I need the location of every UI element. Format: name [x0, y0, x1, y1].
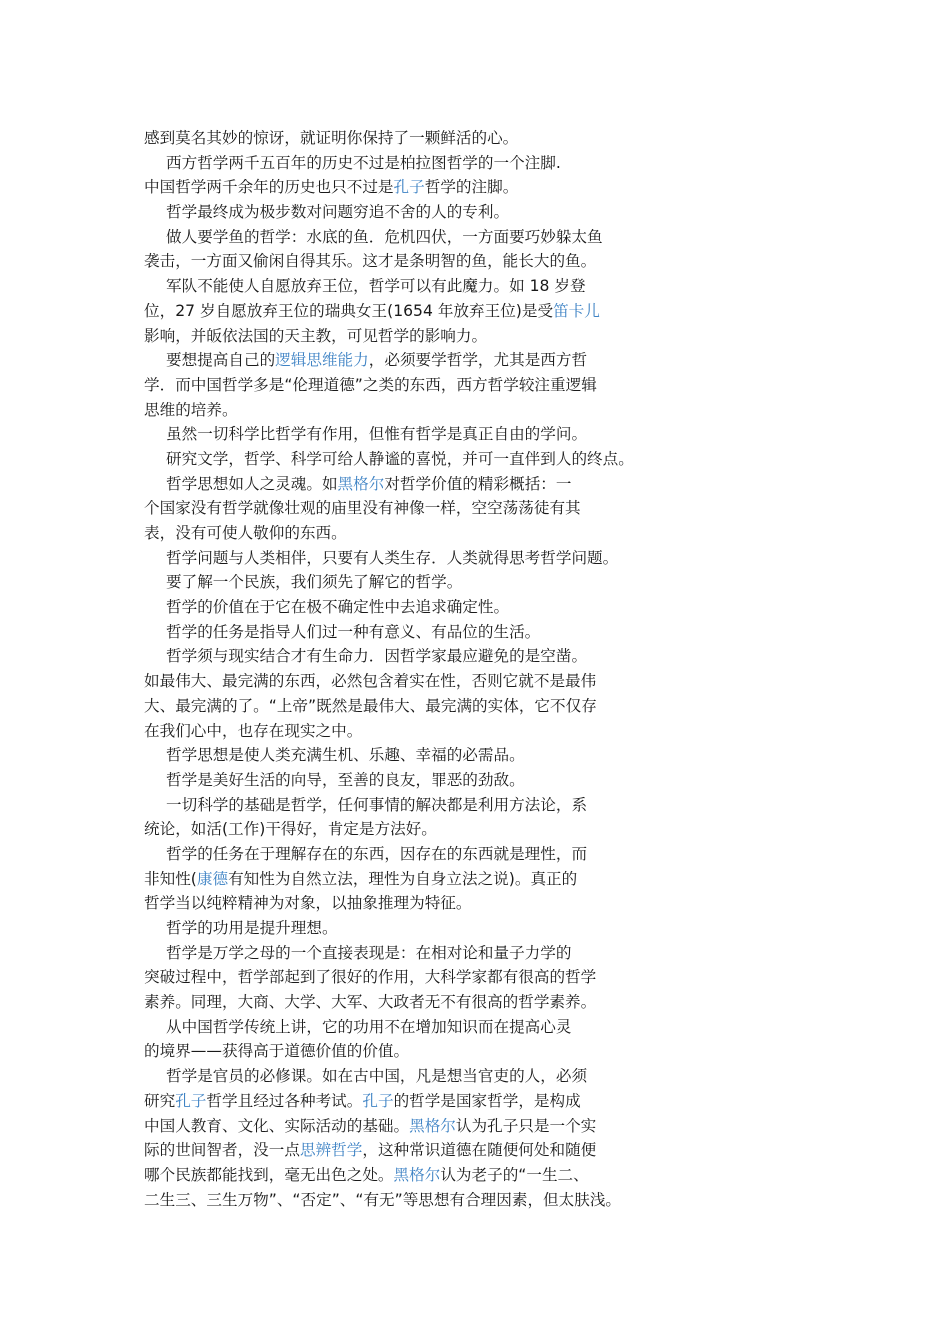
text-segment: 哲学最终成为极步数对问题穷追不舍的人的专利。 — [166, 203, 510, 222]
text-segment: ，这种常识道德在随便何处和随便 — [362, 1141, 597, 1160]
text-line — [144, 373, 744, 398]
text-line — [144, 324, 744, 349]
text-segment: 研究 — [144, 1091, 176, 1110]
text-segment: 二生三、三生万物”、“否定”、“有无”等思想有合理因素，但太肤浅。 — [144, 1190, 622, 1209]
text-segment: 哲学思想是使人类充满生机、乐趣、幸福的必需品。 — [166, 746, 525, 765]
text-segment: 哲学的功用是提升理想。 — [166, 919, 338, 937]
article-body — [144, 126, 744, 1212]
text-line — [144, 941, 744, 966]
text-line — [144, 1138, 744, 1163]
hyperlink[interactable]: 思辨哲学 — [299, 1141, 363, 1160]
text-line — [144, 1188, 744, 1213]
text-segment: 统论，如活(工作)干得好，肯定是方法好。 — [144, 820, 437, 839]
text-segment: 哲学是万学之母的一个直接表现是：在相对论和量子力学的 — [166, 943, 572, 962]
text-segment: 要想提高自己的 — [166, 351, 276, 370]
text-segment: 哲学问题与人类相伴，只要有人类生存．人类就得思考哲学问题。 — [166, 548, 619, 567]
text-segment: 哲学当以纯粹精神为对象，以抽象推理为特征。 — [144, 894, 472, 913]
text-segment: 位，27 岁自愿放弃王位的瑞典女王(1654 年放弃王位)是受 — [144, 301, 554, 320]
hyperlink[interactable]: 逻辑思维能力 — [275, 351, 369, 370]
text-line — [144, 496, 744, 521]
text-segment: 要了解一个民族，我们须先了解它的哲学。 — [166, 573, 463, 592]
text-line — [144, 1114, 744, 1139]
text-segment: 哲学是官员的必修课。如在古中国，凡是想当官吏的人，必须 — [166, 1067, 588, 1086]
text-segment: 在我们心中，也存在现实之中。 — [144, 721, 363, 740]
hyperlink[interactable]: 黑格尔 — [409, 1116, 456, 1135]
text-segment: 对哲学价值的精彩概括：一 — [384, 474, 572, 493]
text-line — [144, 126, 744, 151]
text-segment: 哲学的注脚。 — [424, 178, 519, 197]
text-segment: 素养。同理，大商、大学、大军、大政者无不有很高的哲学素养。 — [144, 993, 597, 1012]
text-segment: 有知性为自然立法，理性为自身立法之说)。真正的 — [228, 869, 578, 888]
text-segment: 影响，并皈依法国的天主教，可见哲学的影响力。 — [144, 326, 488, 345]
hyperlink[interactable]: 孔子 — [362, 1091, 394, 1110]
text-line — [144, 768, 744, 793]
text-line — [144, 965, 744, 990]
text-segment: 哪个民族都能找到，毫无出色之处。 — [144, 1165, 394, 1184]
text-segment: 非知性( — [144, 869, 197, 888]
text-line — [144, 1064, 744, 1089]
hyperlink[interactable]: 孔子 — [393, 178, 425, 197]
text-line — [144, 1089, 744, 1114]
text-segment: 表，没有可使人敬仰的东西。 — [144, 524, 347, 542]
text-segment: ，必须要学哲学，尤其是西方哲 — [368, 351, 588, 370]
text-line — [144, 620, 744, 645]
text-line — [144, 793, 744, 818]
text-line — [144, 990, 744, 1015]
text-line — [144, 743, 744, 768]
text-line — [144, 1039, 744, 1064]
text-segment: 思维的培养。 — [144, 400, 238, 419]
text-line — [144, 175, 744, 200]
text-line — [144, 694, 744, 719]
text-segment: 感到莫名其妙的惊讶，就证明你保持了一颗鲜活的心。 — [144, 129, 519, 147]
text-line — [144, 447, 744, 472]
text-segment: 哲学的任务在于理解存在的东西，因存在的东西就是理性，而 — [166, 844, 588, 863]
text-segment: 学．而中国哲学多是“伦理道德”之类的东西，西方哲学较注重逻辑 — [144, 375, 597, 394]
text-segment: 的境界——获得高于道德价值的价值。 — [144, 1042, 410, 1061]
text-segment: 研究文学，哲学、科学可给人静谧的喜悦，并可一直伴到人的终点。 — [166, 449, 634, 468]
text-segment: 个国家没有哲学就像壮观的庙里没有神像一样，空空荡荡徒有其 — [144, 499, 581, 518]
text-line — [144, 891, 744, 916]
hyperlink[interactable]: 黑格尔 — [393, 1165, 441, 1184]
hyperlink[interactable]: 黑格尔 — [337, 474, 385, 493]
text-line — [144, 225, 744, 250]
text-line — [144, 422, 744, 447]
text-segment: 哲学须与现实结合才有生命力．因哲学家最应避免的是空凿。 — [166, 647, 588, 666]
text-segment: 西方哲学两千五百年的历史不过是柏拉图哲学的一个注脚. — [166, 153, 561, 172]
hyperlink[interactable]: 康德 — [196, 869, 229, 888]
text-line — [144, 867, 744, 892]
text-segment: 哲学且经过各种考试。 — [206, 1091, 363, 1110]
text-segment: 从中国哲学传统上讲，它的功用不在增加知识而在提高心灵 — [166, 1017, 572, 1036]
text-line — [144, 274, 744, 299]
text-segment: 袭击，一方面又偷闲自得其乐。这才是条明智的鱼，能长大的鱼。 — [144, 252, 597, 271]
text-line — [144, 472, 744, 497]
text-line — [144, 1015, 744, 1040]
text-line — [144, 1163, 744, 1188]
text-segment: 哲学是美好生活的向导，至善的良友，罪恶的劲敌。 — [166, 770, 525, 789]
text-line — [144, 669, 744, 694]
text-line — [144, 200, 744, 225]
text-segment: 军队不能使人自愿放弃王位，哲学可以有此魔力。如 18 岁登 — [166, 277, 586, 296]
text-line — [144, 817, 744, 842]
text-segment: 如最伟大、最完满的东西，必然包含着实在性，否则它就不是最伟 — [144, 672, 597, 691]
text-segment: 突破过程中，哲学部起到了很好的作用，大科学家都有很高的哲学 — [144, 968, 597, 987]
text-segment: 大、最完满的了。“上帝”既然是最伟大、最完满的实体，它不仅存 — [144, 696, 597, 715]
text-line — [144, 398, 744, 423]
hyperlink[interactable]: 孔子 — [175, 1091, 207, 1110]
text-line — [144, 842, 744, 867]
text-line — [144, 570, 744, 595]
text-segment: 认为老子的“一生二、 — [440, 1165, 589, 1184]
text-line — [144, 151, 744, 176]
text-segment: 虽然一切科学比哲学有作用，但惟有哲学是真正自由的学问。 — [166, 425, 588, 444]
text-line — [144, 348, 744, 373]
text-segment: 一切科学的基础是哲学，任何事情的解决都是利用方法论，系 — [166, 795, 588, 814]
hyperlink[interactable]: 笛卡儿 — [553, 301, 600, 320]
text-segment: 际的世间智者，没一点 — [144, 1141, 300, 1160]
text-segment: 中国人教育、文化、实际活动的基础。 — [144, 1116, 410, 1135]
text-segment: 认为孔子只是一个实 — [455, 1116, 597, 1135]
text-line — [144, 249, 744, 274]
text-segment: 做人要学鱼的哲学：水底的鱼．危机四伏，一方面要巧妙躲太鱼 — [166, 227, 603, 246]
text-segment: 中国哲学两千余年的历史也只不过是 — [144, 178, 394, 197]
text-segment: 哲学的任务是指导人们过一种有意义、有品位的生活。 — [166, 622, 541, 641]
text-line — [144, 299, 744, 324]
text-segment: 哲学思想如人之灵魂。如 — [166, 474, 338, 493]
text-line — [144, 546, 744, 571]
text-line — [144, 719, 744, 744]
text-line — [144, 644, 744, 669]
text-line — [144, 595, 744, 620]
text-line — [144, 916, 744, 941]
text-line — [144, 521, 744, 546]
text-segment: 的哲学是国家哲学，是构成 — [393, 1091, 581, 1110]
text-segment: 哲学的价值在于它在极不确定性中去追求确定性。 — [166, 598, 510, 617]
